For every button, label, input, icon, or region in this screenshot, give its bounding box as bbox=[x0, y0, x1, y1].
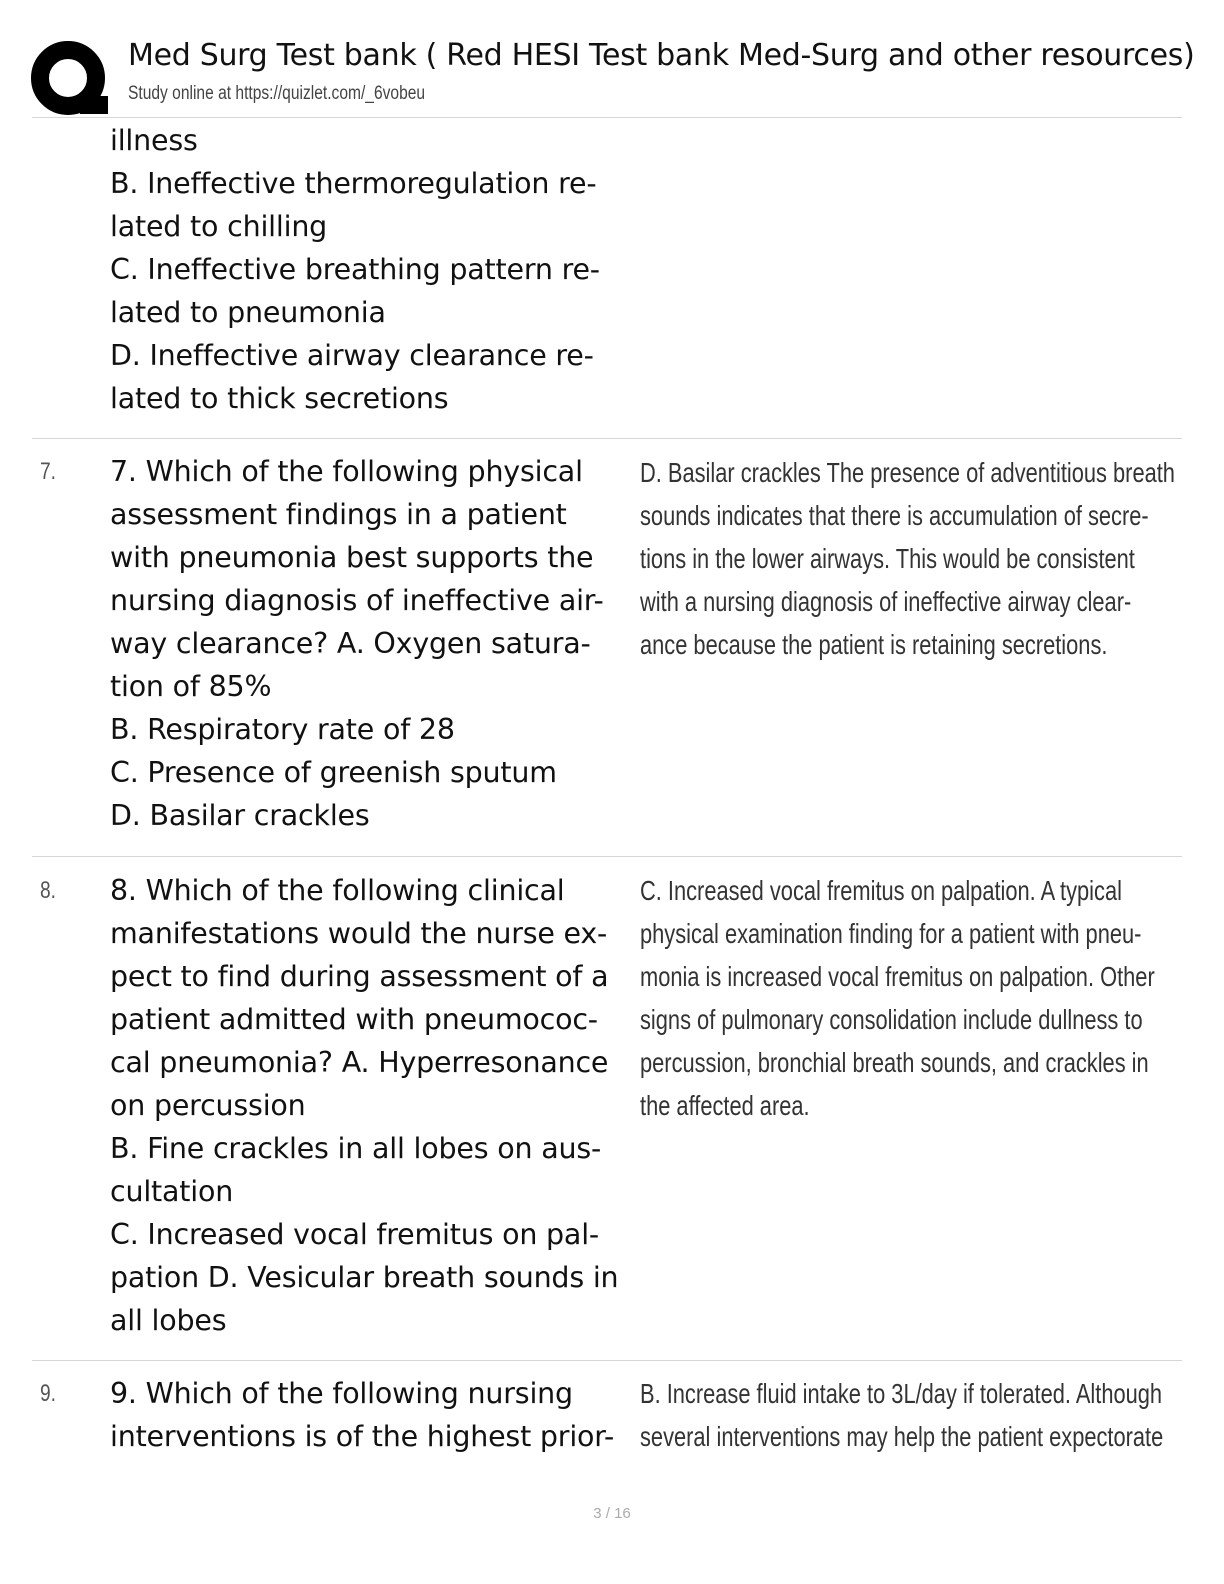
question-line: tion of 85% bbox=[110, 670, 272, 703]
row-divider bbox=[32, 1360, 1182, 1361]
continued-options bbox=[110, 119, 635, 420]
question-line: 7. Which of the following physical bbox=[110, 455, 583, 488]
question-text bbox=[110, 1372, 635, 1458]
question-line: C. Increased vocal fremitus on pal- bbox=[110, 1218, 599, 1251]
answer-line: sounds indicates that there is accumulation of secre- bbox=[640, 500, 1149, 531]
answer-line: monia is increased vocal fremitus on palpation. Other bbox=[640, 961, 1155, 992]
answer-line: C. Increased vocal fremitus on palpation. A typical bbox=[640, 875, 1122, 906]
question-number: 8. bbox=[40, 877, 57, 904]
row-divider bbox=[32, 856, 1182, 857]
question-line: manifestations would the nurse ex- bbox=[110, 917, 608, 950]
question-line: 8. Which of the following clinical bbox=[110, 874, 565, 907]
page-header bbox=[30, 28, 1200, 118]
question-text bbox=[110, 869, 635, 1342]
question-line: D. Basilar crackles bbox=[110, 799, 370, 832]
question-line: patient admitted with pneumococ- bbox=[110, 1003, 598, 1036]
question-line: cal pneumonia? A. Hyperresonance bbox=[110, 1046, 609, 1079]
question-line: pation D. Vesicular breath sounds in bbox=[110, 1261, 619, 1294]
question-line: B. Respiratory rate of 28 bbox=[110, 713, 455, 746]
answer-line: signs of pulmonary consolidation include dullness to bbox=[640, 1004, 1143, 1035]
study-online-link[interactable]: Study online at https://quizlet.com/_6vobeu bbox=[128, 83, 426, 104]
header-divider bbox=[32, 117, 1182, 118]
question-line: way clearance? A. Oxygen satura- bbox=[110, 627, 591, 660]
question-line: B. Fine crackles in all lobes on aus- bbox=[110, 1132, 602, 1165]
answer-line: B. Increase fluid intake to 3L/day if tolerated. Although bbox=[640, 1378, 1163, 1409]
question-line: C. Presence of greenish sputum bbox=[110, 756, 557, 789]
option-line: C. Ineffective breathing pattern re- bbox=[110, 253, 600, 286]
row-divider bbox=[32, 438, 1182, 439]
answer-line: ance because the patient is retaining secretions. bbox=[640, 629, 1108, 660]
question-line: 9. Which of the following nursing bbox=[110, 1377, 573, 1410]
page-number: 3 / 16 bbox=[593, 1505, 631, 1522]
answer-line: tions in the lower airways. This would be consistent bbox=[640, 543, 1135, 574]
option-line: B. Ineffective thermoregulation re- bbox=[110, 167, 597, 200]
question-line: assessment findings in a patient bbox=[110, 498, 567, 531]
answer-line: D. Basilar crackles The presence of adventitious breath bbox=[640, 457, 1175, 488]
question-line: all lobes bbox=[110, 1304, 227, 1337]
question-line: nursing diagnosis of ineffective air- bbox=[110, 584, 604, 617]
option-line: lated to thick secretions bbox=[110, 382, 449, 415]
question-text bbox=[110, 450, 635, 837]
answer-line: with a nursing diagnosis of ineffective airway clear- bbox=[640, 586, 1132, 617]
answer-line: several interventions may help the patient expectorate bbox=[640, 1421, 1164, 1452]
answer-text bbox=[640, 869, 1155, 1127]
document-title: Med Surg Test bank ( Red HESI Test bank Med-Surg and other resources) bbox=[128, 38, 1195, 73]
answer-line: physical examination finding for a patient with pneu- bbox=[640, 918, 1142, 949]
option-line: D. Ineffective airway clearance re- bbox=[110, 339, 594, 372]
question-line: cultation bbox=[110, 1175, 234, 1208]
option-line: illness bbox=[110, 124, 198, 157]
question-number: 9. bbox=[40, 1380, 57, 1407]
question-line: on percussion bbox=[110, 1089, 306, 1122]
answer-text bbox=[640, 1372, 1164, 1458]
answer-line: percussion, bronchial breath sounds, and crackles in bbox=[640, 1047, 1149, 1078]
answer-line: the affected area. bbox=[640, 1090, 810, 1121]
question-number: 7. bbox=[40, 458, 57, 485]
question-line: with pneumonia best supports the bbox=[110, 541, 594, 574]
question-line: pect to find during assessment of a bbox=[110, 960, 609, 993]
quizlet-logo-icon bbox=[30, 38, 110, 118]
answer-text bbox=[640, 451, 1175, 666]
option-line: lated to pneumonia bbox=[110, 296, 386, 329]
option-line: lated to chilling bbox=[110, 210, 328, 243]
question-line: interventions is of the highest prior- bbox=[110, 1420, 615, 1453]
